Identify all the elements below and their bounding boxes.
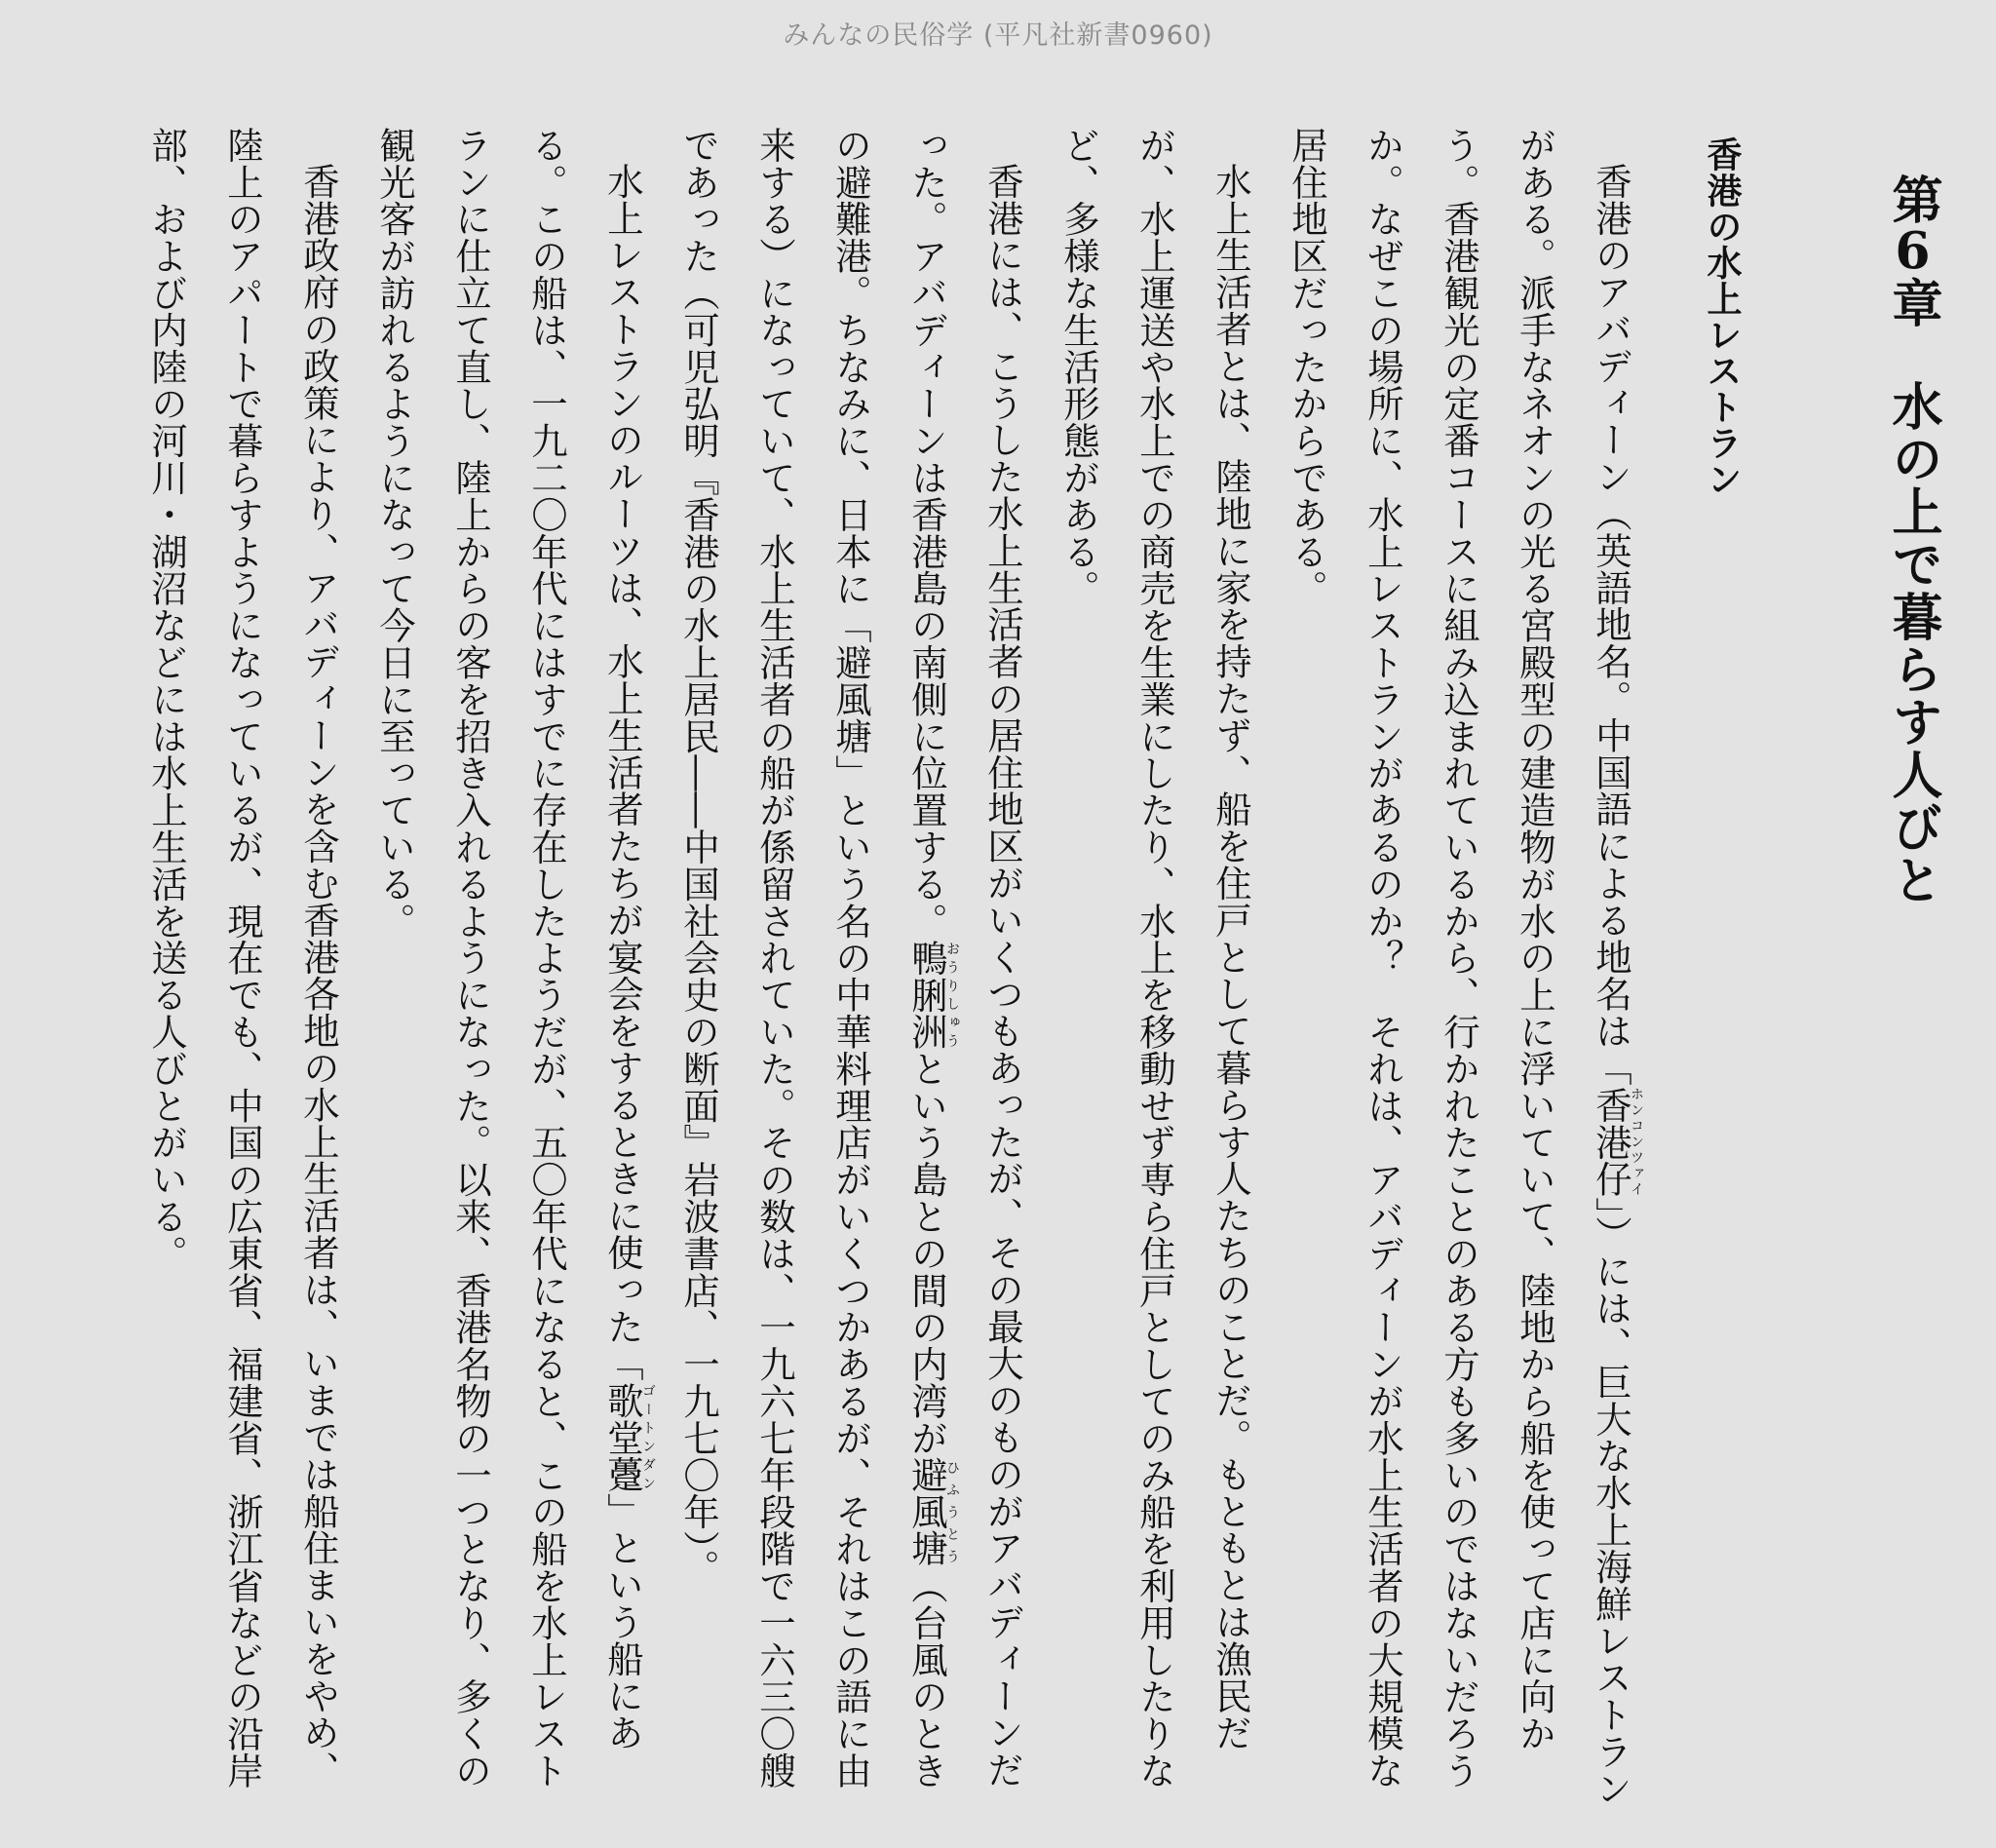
- paragraph-4: [357, 127, 661, 1823]
- paragraph-5: 香港政府の政策により、アバディーンを含む香港各地の水上生活者は、いまでは船住まいをやめ、陸上のアパートで暮らすようになっているが、現在でも、中国の広東省、福建省、浙江省などの沿岸部、および内陸の河川・湖沼などには水上生活を送る人びとがいる。: [145, 127, 340, 1790]
- paragraph-3-text-c: （台風のときの避難港。ちなみに、日本に「避風塘」という名の中華料理店がいくつかあるが、それはこの語に由来する）になっていて、水上生活者の船が係留されていた。その数は、一九六七年段階で一六三〇艘であった（可児弘明『香港の水上居民――中国社会史の断面』岩波書店、一九七〇年）。: [677, 127, 948, 1790]
- ruby-aplichau: [905, 939, 960, 1051]
- vertical-text-page: [27, 127, 1942, 1823]
- paragraph-2: 水上生活者とは、陸地に家を持たず、船を住戸として暮らす人たちのことだ。もともとは漁民だが、水上運送や水上での商売を生業にしたり、水上を移動せず専ら住戸としてのみ船を利用したりなど、多様な生活形態がある。: [1057, 127, 1252, 1790]
- ruby-base: 避風塘: [905, 1456, 948, 1568]
- ruby-gotongdan: [601, 1382, 656, 1493]
- paragraph-1-text-a: 香港のアバディーン（英語地名。中国語による地名は「: [1590, 163, 1632, 1087]
- paragraph-4-text-a: 水上レストランのルーツは、水上生活者たちが宴会をするときに使った「: [601, 163, 644, 1383]
- book-title-header: みんなの民俗学 (平凡社新書0960): [783, 20, 1213, 51]
- chapter-label-suffix: 章: [1883, 277, 1942, 329]
- section-title: 香港の水上レストラン: [1702, 136, 1742, 497]
- chapter-title-text: 水の上で暮らす人びと: [1883, 380, 1942, 906]
- ruby-base: 歌堂躉: [601, 1382, 644, 1493]
- chapter-title: [1883, 127, 1942, 1823]
- paragraph-3: [661, 127, 1041, 1823]
- ruby-reading: ゴートンダン: [640, 1382, 656, 1493]
- ruby-base: 鴨脷洲: [905, 939, 948, 1051]
- paragraph-4-text-b: 」という船にある。この船は、一九二〇年代にはすでに存在したようだが、五〇年代になると、この船を水上レストランに仕立て直し、陸上からの客を招き入れるようになった。以来、香港名物の一つとなり、多くの観光客が訪れるようになって今日に至っている。: [373, 127, 644, 1790]
- ruby-reading: ひふうとう: [944, 1456, 960, 1568]
- paragraph-3-text-a: 香港には、こうした水上生活者の居住地区がいくつもあったが、その最大のものがアバディーンだった。アバディーンは香港島の南側に位置する。: [905, 127, 1024, 1789]
- ruby-reading: おうりしゅう: [944, 939, 960, 1051]
- ruby-base: 香港仔: [1590, 1086, 1632, 1198]
- ruby-typhoon-shelter: [905, 1456, 960, 1568]
- paragraph-3-text-b: という島との間の内湾が: [905, 1050, 948, 1457]
- ruby-reading: ホンコンツァイ: [1629, 1086, 1644, 1198]
- chapter-number: 6: [1895, 226, 1931, 277]
- paragraph-1: [1269, 127, 1649, 1823]
- chapter-label-prefix: 第: [1883, 173, 1942, 226]
- ruby-hongkongzai: [1590, 1086, 1644, 1198]
- chapter-title-gap: [1887, 329, 1938, 380]
- paragraph-1-text-b: 」）には、巨大な水上海鮮レストランがある。派手なネオンの光る宮殿型の建造物が水の上に浮いていて、陸地から船を使って店に向かう。香港観光の定番コースに組み込まれているから、行かれたことのある方も多いのではないだろうか。なぜこの場所に、水上レストランがあるのか？ それは、アバディーンが水上生活者の大規模な居住地区だったからである。: [1286, 127, 1632, 1808]
